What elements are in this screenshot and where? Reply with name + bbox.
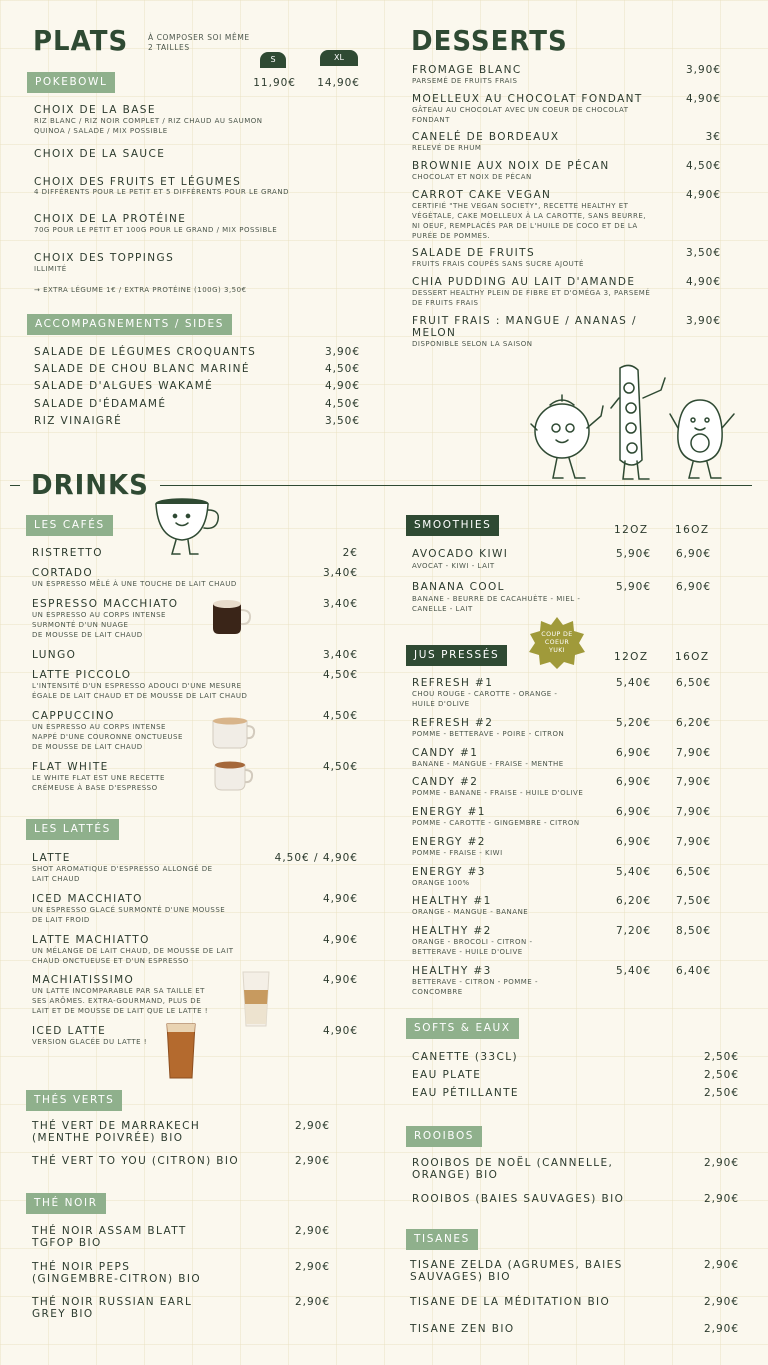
- soft-name: EAU PLATE: [412, 1069, 482, 1081]
- item-description: UN ESPRESSO AU CORPS INTENSE: [32, 611, 166, 619]
- softs-label: SOFTS & EAUX: [406, 1018, 519, 1039]
- tisane-name-line2: SAUVAGES) BIO: [410, 1271, 511, 1283]
- cafe-name: RISTRETTO: [32, 547, 103, 559]
- tea-name: THÉ NOIR RUSSIAN EARL: [32, 1296, 193, 1308]
- item-description: SURMONTÉ D'UN NUAGE: [32, 621, 129, 629]
- item-description: FONDANT: [412, 116, 450, 124]
- coffee-cup-mascot-icon: [152, 496, 224, 560]
- smoothie-price-12oz: 5,90€: [615, 548, 651, 560]
- latte-price: 4,90€: [322, 893, 358, 905]
- cafe-name: ESPRESSO MACCHIATO: [32, 598, 179, 610]
- smoothie-price-12oz: 5,90€: [615, 581, 651, 593]
- item-description: GÂTEAU AU CHOCOLAT AVEC UN COEUR DE CHOCOLAT: [412, 106, 629, 114]
- flat-white-cup-icon: [212, 760, 256, 792]
- plats-subtitle: À COMPOSER SOI MÊME 2 TAILLES: [148, 33, 250, 52]
- item-description: CERTIFIÉ "THE VEGAN SOCIETY", RECETTE HEALTHY ET: [412, 202, 629, 210]
- item-description: L'INTENSITÉ D'UN ESPRESSO ADOUCI D'UNE MESURE: [32, 682, 242, 690]
- dessert-price: 4,90€: [685, 189, 721, 201]
- item-description: UN ESPRESSO MÊLÉ À UNE TOUCHE DE LAIT CHAUD: [32, 580, 237, 588]
- plats-title: PLATS: [33, 26, 129, 58]
- cafe-name: FLAT WHITE: [32, 761, 109, 773]
- divider-line: [160, 485, 752, 486]
- tea-name-line2: (GINGEMBRE-CITRON) BIO: [32, 1273, 201, 1285]
- size-xl-badge: XL: [320, 50, 358, 66]
- soft-price: 2,50€: [703, 1087, 739, 1099]
- smoothie-price-16oz: 6,90€: [675, 548, 711, 560]
- step-name: CHOIX DE LA PROTÉINE: [34, 213, 187, 225]
- tisane-price: 2,90€: [703, 1296, 739, 1308]
- side-price: 4,50€: [324, 363, 360, 375]
- pokebowl-price-xl: 14,90€: [317, 77, 360, 89]
- item-description: DE MOUSSE DE LAIT CHAUD: [32, 631, 143, 639]
- dessert-name: SALADE DE FRUITS: [412, 247, 536, 259]
- tisane-name: TISANE DE LA MÉDITATION BIO: [410, 1296, 611, 1308]
- side-price: 4,90€: [324, 380, 360, 392]
- cafe-name: CAPPUCCINO: [32, 710, 115, 722]
- latte-name: ICED MACCHIATO: [32, 893, 143, 905]
- juice-name: HEALTHY #3: [412, 965, 492, 977]
- item-description: ÉGALE DE LAIT CHAUD ET DE MOUSSE DE LAIT CHAUD: [32, 692, 248, 700]
- smoothies-label: SMOOTHIES: [406, 515, 499, 536]
- item-description: UN LATTE INCOMPARABLE PAR SA TAILLE ET: [32, 987, 205, 995]
- juice-name: REFRESH #2: [412, 717, 494, 729]
- divider-left: [10, 485, 20, 486]
- juice-price-12oz: 5,20€: [615, 717, 651, 729]
- lattes-label: LES LATTÉS: [26, 819, 119, 840]
- juice-price-16oz: 7,90€: [675, 776, 711, 788]
- dessert-name-line2: MELON: [412, 327, 457, 339]
- side-name: SALADE D'ÉDAMAMÉ: [34, 398, 167, 410]
- sides-label: ACCOMPAGNEMENTS / SIDES: [27, 314, 232, 335]
- espresso-macchiato-cup-icon: [210, 598, 254, 636]
- step-name: CHOIX DES FRUITS ET LÉGUMES: [34, 176, 242, 188]
- tea-price: 2,90€: [294, 1261, 330, 1273]
- juice-price-12oz: 6,90€: [615, 776, 651, 788]
- soft-name: CANETTE (33CL): [412, 1051, 518, 1063]
- item-description: CANELLE - LAIT: [412, 605, 473, 613]
- cafe-price: 3,40€: [322, 567, 358, 579]
- cafe-price: 4,50€: [322, 761, 358, 773]
- juice-price-12oz: 5,40€: [615, 677, 651, 689]
- item-description: UN MÉLANGE DE LAIT CHAUD, DE MOUSSE DE LAIT: [32, 947, 234, 955]
- smoothie-name: BANANA COOL: [412, 581, 505, 593]
- juice-price-12oz: 5,40€: [615, 965, 651, 977]
- tea-name-line2: (MENTHE POIVRÉE) BIO: [32, 1132, 184, 1144]
- tea-price: 2,90€: [294, 1225, 330, 1237]
- juice-price-12oz: 6,90€: [615, 806, 651, 818]
- tea-price: 2,90€: [294, 1155, 330, 1167]
- item-description: POMME - CAROTTE - GINGEMBRE - CITRON: [412, 819, 580, 827]
- smoothie-price-16oz: 6,90€: [675, 581, 711, 593]
- item-description: LAIT ET DE MOUSSE DE LAIT QUE LE LATTE !: [32, 1007, 209, 1015]
- dessert-price: 3€: [705, 131, 721, 143]
- latte-name: LATTE MACHIATTO: [32, 934, 150, 946]
- item-description: POMME - FRAISE - KIWI: [412, 849, 503, 857]
- item-description: CONCOMBRE: [412, 988, 463, 996]
- tisane-name: TISANE ZELDA (AGRUMES, BAIES: [410, 1259, 623, 1271]
- side-price: 3,50€: [324, 415, 360, 427]
- tea-price: 2,90€: [294, 1296, 330, 1308]
- juice-name: ENERGY #1: [412, 806, 486, 818]
- item-description: BETTERAVE - CITRON - POMME -: [412, 978, 538, 986]
- item-description: CRÉMEUSE À BASE D'ESPRESSO: [32, 784, 158, 792]
- item-description: RELEVÉ DE RHUM: [412, 144, 482, 152]
- veggie-mascots-illustration: [525, 358, 745, 488]
- juice-price-16oz: 7,90€: [675, 836, 711, 848]
- item-description: SHOT AROMATIQUE D'ESPRESSO ALLONGÉ DE: [32, 865, 213, 873]
- dessert-price: 4,90€: [685, 276, 721, 288]
- soft-name: EAU PÉTILLANTE: [412, 1087, 519, 1099]
- latte-name: MACHIATISSIMO: [32, 974, 135, 986]
- tea-name-line2: TGFOP BIO: [32, 1237, 102, 1249]
- juice-price-16oz: 6,20€: [675, 717, 711, 729]
- item-description: VÉGÉTALE, CAKE MOELLEUX À LA CAROTTE, SANS BEURRE,: [412, 212, 647, 220]
- item-description: VERSION GLACÉE DU LATTE !: [32, 1038, 148, 1046]
- dessert-price: 4,50€: [685, 160, 721, 172]
- juice-price-12oz: 6,90€: [615, 747, 651, 759]
- rooibos-label: ROOIBOS: [406, 1126, 482, 1147]
- item-description: UN ESPRESSO AU CORPS INTENSE: [32, 723, 166, 731]
- cafe-price: 4,50€: [322, 669, 358, 681]
- side-price: 3,90€: [324, 346, 360, 358]
- item-description: DE FRUITS FRAIS: [412, 299, 479, 307]
- juice-price-12oz: 6,90€: [615, 836, 651, 848]
- jus-col1: 12OZ: [614, 651, 649, 663]
- item-description: DESSERT HEALTHY PLEIN DE FIBRE ET D'OMÉGA 3, PARSEMÉ: [412, 289, 651, 297]
- side-name: SALADE D'ALGUES WAKAMÉ: [34, 380, 214, 392]
- tisanes-label: TISANES: [406, 1229, 478, 1250]
- juice-price-16oz: 6,40€: [675, 965, 711, 977]
- rooibos-price: 2,90€: [703, 1157, 739, 1169]
- juice-name: CANDY #2: [412, 776, 479, 788]
- item-description: ORANGE - MANGUE - BANANE: [412, 908, 529, 916]
- juice-price-12oz: 6,20€: [615, 895, 651, 907]
- side-name: SALADE DE LÉGUMES CROQUANTS: [34, 346, 257, 358]
- item-description: POMME - BANANE - FRAISE - HUILE D'OLIVE: [412, 789, 584, 797]
- cafe-price: 3,40€: [322, 649, 358, 661]
- dessert-price: 3,90€: [685, 64, 721, 76]
- tisane-price: 2,90€: [703, 1259, 739, 1271]
- juice-name: ENERGY #2: [412, 836, 486, 848]
- cafe-name: LATTE PICCOLO: [32, 669, 132, 681]
- soft-price: 2,50€: [703, 1051, 739, 1063]
- item-description: CHAUD ONCTUEUSE ET D'UN ESPRESSO: [32, 957, 189, 965]
- step-name: CHOIX DE LA SAUCE: [34, 148, 166, 160]
- juice-price-16oz: 6,50€: [675, 677, 711, 689]
- cafe-price: 2€: [342, 547, 358, 559]
- jus-label: JUS PRESSÉS: [406, 645, 507, 666]
- item-description: PURÉE DE POMMES.: [412, 232, 491, 240]
- cafe-name: CORTADO: [32, 567, 94, 579]
- smoothies-col1: 12OZ: [614, 524, 649, 536]
- cafe-price: 4,50€: [322, 710, 358, 722]
- dessert-name: CARROT CAKE VEGAN: [412, 189, 552, 201]
- cafe-name: LUNGO: [32, 649, 77, 661]
- cafe-price: 3,40€: [322, 598, 358, 610]
- tea-name: THÉ NOIR PEPS: [32, 1261, 131, 1273]
- jus-col2: 16OZ: [675, 651, 710, 663]
- juice-price-16oz: 7,90€: [675, 806, 711, 818]
- juice-price-16oz: 8,50€: [675, 925, 711, 937]
- cafes-label: LES CAFÉS: [26, 515, 113, 536]
- side-name: RIZ VINAIGRÉ: [34, 415, 123, 427]
- tea-name: THÉ NOIR ASSAM BLATT: [32, 1225, 187, 1237]
- latte-price: 4,50€ / 4,90€: [274, 852, 358, 864]
- item-description: DISPONIBLE SELON LA SAISON: [412, 340, 533, 348]
- juice-name: CANDY #1: [412, 747, 479, 759]
- dessert-price: 3,50€: [685, 247, 721, 259]
- latte-price: 4,90€: [322, 934, 358, 946]
- dessert-name: FRUIT FRAIS : MANGUE / ANANAS /: [412, 315, 637, 327]
- step-desc: 4 DIFFÉRENTS POUR LE PETIT ET 5 DIFFÉRENTS POUR LE GRAND: [34, 188, 289, 196]
- drinks-title: DRINKS: [31, 470, 149, 502]
- juice-price-16oz: 7,50€: [675, 895, 711, 907]
- tea-price: 2,90€: [294, 1120, 330, 1132]
- item-description: FRUITS FRAIS COUPÉS SANS SUCRE AJOUTÉ: [412, 260, 584, 268]
- step-name: CHOIX DE LA BASE: [34, 104, 156, 116]
- item-description: DE LAIT FROID: [32, 916, 90, 924]
- item-description: AVOCAT - KIWI - LAIT: [412, 562, 495, 570]
- rooibos-price: 2,90€: [703, 1193, 739, 1205]
- dessert-price: 3,90€: [685, 315, 721, 327]
- juice-price-12oz: 5,40€: [615, 866, 651, 878]
- item-description: ORANGE - BROCOLI - CITRON -: [412, 938, 533, 946]
- cappuccino-cup-icon: [210, 716, 256, 750]
- step-desc: RIZ BLANC / RIZ NOIR COMPLET / RIZ CHAUD AU SAUMON QUINOA / SALADE / MIX POSSIBLE: [34, 117, 263, 135]
- juice-name: ENERGY #3: [412, 866, 486, 878]
- juice-name: REFRESH #1: [412, 677, 494, 689]
- step-desc: ILLIMITÉ: [34, 265, 67, 273]
- iced-latte-glass-icon: [164, 1022, 198, 1080]
- item-description: LE WHITE FLAT EST UNE RECETTE: [32, 774, 165, 782]
- latte-price: 4,90€: [322, 974, 358, 986]
- latte-name: ICED LATTE: [32, 1025, 107, 1037]
- pokebowl-label: POKEBOWL: [27, 72, 115, 93]
- tea-name-line2: GREY BIO: [32, 1308, 94, 1320]
- item-description: SES ARÔMES. EXTRA-GOURMAND, PLUS DE: [32, 997, 202, 1005]
- item-description: BANANE - MANGUE - FRAISE - MENTHE: [412, 760, 564, 768]
- dessert-name: BROWNIE AUX NOIX DE PÉCAN: [412, 160, 610, 172]
- item-description: HUILE D'OLIVE: [412, 700, 470, 708]
- smoothie-name: AVOCADO KIWI: [412, 548, 509, 560]
- item-description: NAPPÉ D'UNE COURONNE ONCTUEUSE: [32, 733, 183, 741]
- item-description: LAIT CHAUD: [32, 875, 80, 883]
- extras-note: → EXTRA LÉGUME 1€ / EXTRA PROTÉINE (100G) 3,50€: [34, 286, 247, 294]
- item-description: BANANE - BEURRE DE CACAHUÈTE - MIEL -: [412, 595, 581, 603]
- step-desc: 70G POUR LE PETIT ET 100G POUR LE GRAND / MIX POSSIBLE: [34, 226, 278, 234]
- dessert-name: FROMAGE BLANC: [412, 64, 522, 76]
- item-description: ORANGE 100%: [412, 879, 470, 887]
- juice-price-16oz: 7,90€: [675, 747, 711, 759]
- juice-name: HEALTHY #1: [412, 895, 492, 907]
- tisane-name: TISANE ZEN BIO: [410, 1323, 515, 1335]
- item-description: UN ESPRESSO GLACÉ SURMONTÉ D'UNE MOUSSE: [32, 906, 226, 914]
- the-verts-label: THÉS VERTS: [26, 1090, 122, 1111]
- item-description: NI OEUF, REMPLACÉS PAR DE L'HUILE DE COCO ET DE LA: [412, 222, 638, 230]
- item-description: CHOU ROUGE - CAROTTE - ORANGE -: [412, 690, 558, 698]
- soft-price: 2,50€: [703, 1069, 739, 1081]
- juice-price-16oz: 6,50€: [675, 866, 711, 878]
- smoothies-col2: 16OZ: [675, 524, 710, 536]
- latte-name: LATTE: [32, 852, 71, 864]
- side-price: 4,50€: [324, 398, 360, 410]
- rooibos-name: ROOIBOS (BAIES SAUVAGES) BIO: [412, 1193, 625, 1205]
- item-description: BETTERAVE - HUILE D'OLIVE: [412, 948, 523, 956]
- item-description: CHOCOLAT ET NOIX DE PÉCAN: [412, 173, 532, 181]
- tea-name: THÉ VERT DE MARRAKECH: [32, 1120, 201, 1132]
- tea-name: THÉ VERT TO YOU (CITRON) BIO: [32, 1155, 240, 1167]
- rooibos-name: ROOIBOS DE NOËL (CANNELLE,: [412, 1157, 614, 1169]
- tisane-price: 2,90€: [703, 1323, 739, 1335]
- pokebowl-price-s: 11,90€: [253, 77, 296, 89]
- step-name: CHOIX DES TOPPINGS: [34, 252, 175, 264]
- coup-de-coeur-badge-text: COUP DE COEUR YUKI: [541, 631, 573, 654]
- item-description: DE MOUSSE DE LAIT CHAUD: [32, 743, 143, 751]
- dessert-name: CHIA PUDDING AU LAIT D'AMANDE: [412, 276, 636, 288]
- dessert-name: MOELLEUX AU CHOCOLAT FONDANT: [412, 93, 643, 105]
- side-name: SALADE DE CHOU BLANC MARINÉ: [34, 363, 250, 375]
- the-noir-label: THÉ NOIR: [26, 1193, 106, 1214]
- juice-price-12oz: 7,20€: [615, 925, 651, 937]
- size-s-badge: S: [260, 52, 286, 68]
- dessert-name: CANELÉ DE BORDEAUX: [412, 131, 560, 143]
- item-description: POMME - BETTERAVE - POIRE - CITRON: [412, 730, 565, 738]
- desserts-title: DESSERTS: [411, 26, 568, 58]
- rooibos-name-line2: ORANGE) BIO: [412, 1169, 499, 1181]
- latte-price: 4,90€: [322, 1025, 358, 1037]
- dessert-price: 4,90€: [685, 93, 721, 105]
- juice-name: HEALTHY #2: [412, 925, 492, 937]
- item-description: PARSEMÉ DE FRUITS FRAIS: [412, 77, 518, 85]
